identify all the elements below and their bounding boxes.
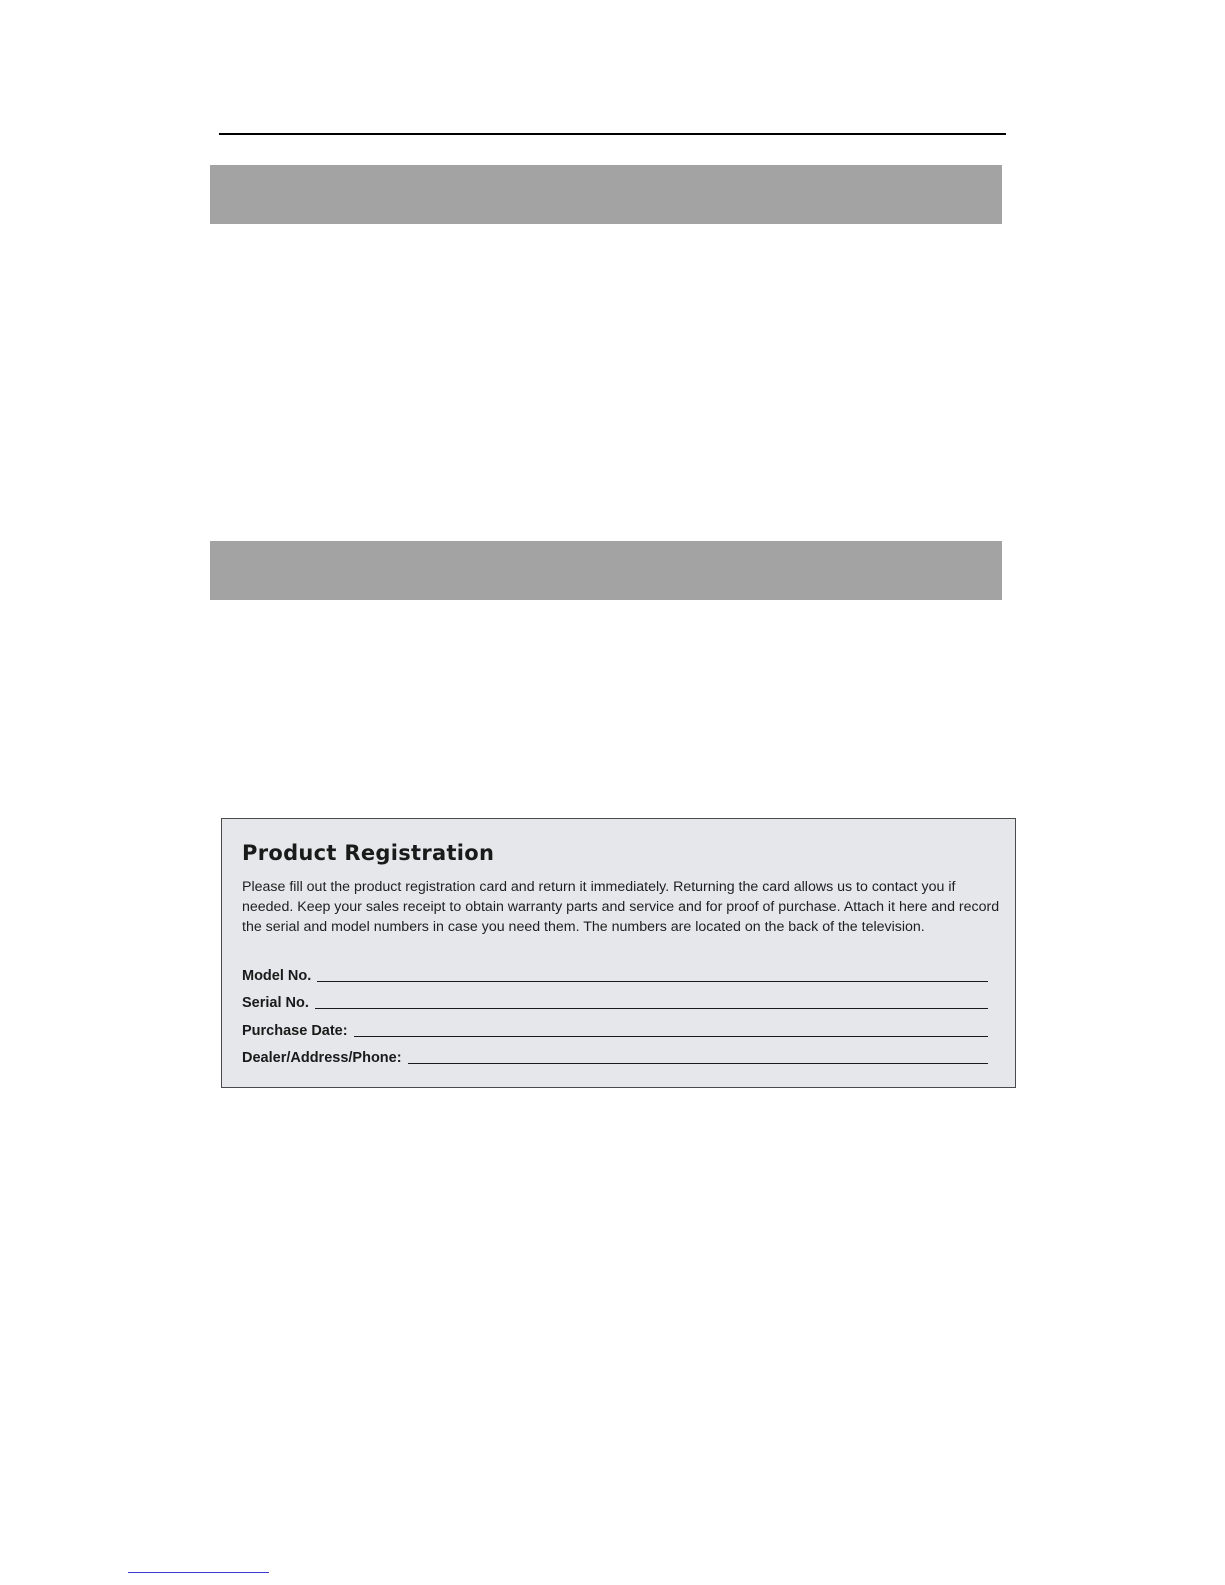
serial-number-label: Serial No. (242, 995, 309, 1011)
dealer-address-phone-label: Dealer/Address/Phone: (242, 1050, 402, 1066)
product-registration-card (221, 818, 1016, 1088)
header-rule (219, 133, 1006, 135)
registration-instructions: Please fill out the product registration card and return it immediately. Returning the card allows us to contact you if needed. Keep your sales receipt to obtain warranty parts and service and for proof of purchase. Attach it here and record the serial and model numbers in case you need them. The numbers are located on the back of the television. (242, 879, 1000, 935)
section-header-band (210, 165, 1002, 224)
section-header-band (210, 541, 1002, 600)
model-number-field[interactable] (242, 965, 988, 985)
footer-link-underline (128, 1572, 269, 1573)
dealer-address-phone-field[interactable] (242, 1047, 988, 1067)
purchase-date-write-line[interactable] (354, 1036, 988, 1037)
model-number-write-line[interactable] (317, 981, 988, 982)
registration-title: Product Registration (242, 841, 495, 865)
purchase-date-field[interactable] (242, 1020, 988, 1040)
serial-number-write-line[interactable] (315, 1008, 988, 1009)
dealer-address-phone-write-line[interactable] (408, 1063, 988, 1064)
purchase-date-label: Purchase Date: (242, 1023, 348, 1039)
serial-number-field[interactable] (242, 992, 988, 1012)
model-number-label: Model No. (242, 968, 312, 984)
